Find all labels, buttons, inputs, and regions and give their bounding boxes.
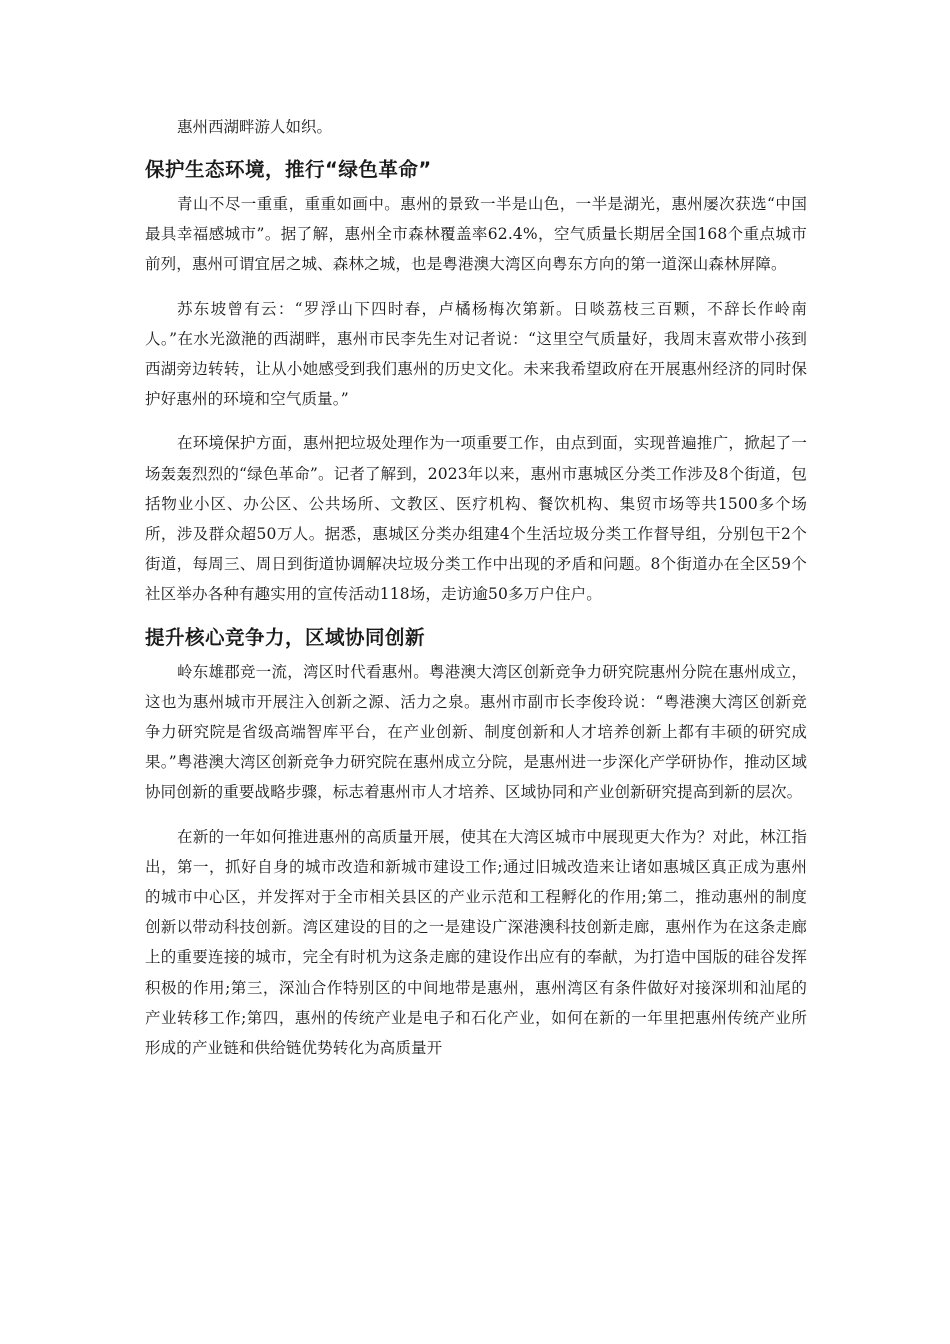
paragraph: 苏东坡曾有云：“罗浮山下四时春，卢橘杨梅次第新。日啖荔枝三百颗，不辞长作岭南人。”在水光潋滟的西湖畔，惠州市民李先生对记者说：“这里空气质量好，我周末喜欢带小孩到西湖旁边转转，让从小她感受到我们惠州的历史文化。未来我希望政府在开展惠州经济的同时保护好惠州的环境和空气质量。” bbox=[145, 299, 807, 409]
paragraph: 在新的一年如何推进惠州的高质量开展，使其在大湾区城市中展现更大作为？对此，林江指出，第一，抓好自身的城市改造和新城市建设工作;通过旧城改造来让诸如惠城区真正成为惠州的城市中心区，并发挥对于全市相关县区的产业示范和工程孵化的作用;第二，推动惠州的制度创新以带动科技创新。湾区建设的目的之一是建设广深港澳科技创新走廊，惠州作为在这条走廊上的重要连接的城市，完全有时机为这条走廊的建设作出应有的奉献，为打造中国版的硅谷发挥积极的作用;第三，深汕合作特别区的中间地带是惠州，惠州湾区有条件做好对接深圳和汕尾的产业转移工作;第四，惠州的传统产业是电子和石化产业，如何在新的一年里把惠州传统产业所形成的产业链和供给链优势转化为高质量开 bbox=[145, 827, 807, 1058]
document-page bbox=[145, 112, 807, 1063]
paragraph: 在环境保护方面，惠州把垃圾处理作为一项重要工作，由点到面，实现普遍推广，掀起了一场轰轰烈烈的“绿色革命”。记者了解到，2023年以来，惠州市惠城区分类工作涉及8个街道，包括物业小区、办公区、公共场所、文教区、医疗机构、餐饮机构、集贸市场等共1500多个场所，涉及群众超50万人。据悉，惠城区分类办组建4个生活垃圾分类工作督导组，分别包干2个街道，每周三、周日到街道协调解决垃圾分类工作中出现的矛盾和问题。8个街道办在全区59个社区举办各种有趣实用的宣传活动118场，走访逾50多万户住户。 bbox=[145, 434, 807, 604]
section-innovation bbox=[145, 622, 807, 1064]
section-heading: 提升核心竞争力，区域协同创新 bbox=[145, 625, 426, 649]
section-heading: 保护生态环境，推行“绿色革命” bbox=[145, 158, 432, 181]
paragraph: 青山不尽一重重，重重如画中。惠州的景致一半是山色，一半是湖光，惠州屡次获选“中国最具幸福感城市”。据了解，惠州全市森林覆盖率62.4%，空气质量长期居全国168个重点城市前列，惠州可谓宜居之城、森林之城，也是粤港澳大湾区向粤东方向的第一道深山森林屏障。 bbox=[145, 195, 807, 274]
section-ecology bbox=[145, 154, 807, 622]
photo-caption: 惠州西湖畔游人如织。 bbox=[177, 118, 333, 136]
paragraph: 岭东雄郡竞一流，湾区时代看惠州。粤港澳大湾区创新竞争力研究院惠州分院在惠州成立，这也为惠州城市开展注入创新之源、活力之泉。惠州市副市长李俊玲说：“粤港澳大湾区创新竞争力研究院是省级高端智库平台，在产业创新、制度创新和人才培养创新上都有丰硕的研究成果。”粤港澳大湾区创新竞争力研究院在惠州成立分院，是惠州进一步深化产学研协作，推动区域协同创新的重要战略步骤，标志着惠州市人才培养、区域协同和产业创新研究提高到新的层次。 bbox=[145, 662, 807, 802]
